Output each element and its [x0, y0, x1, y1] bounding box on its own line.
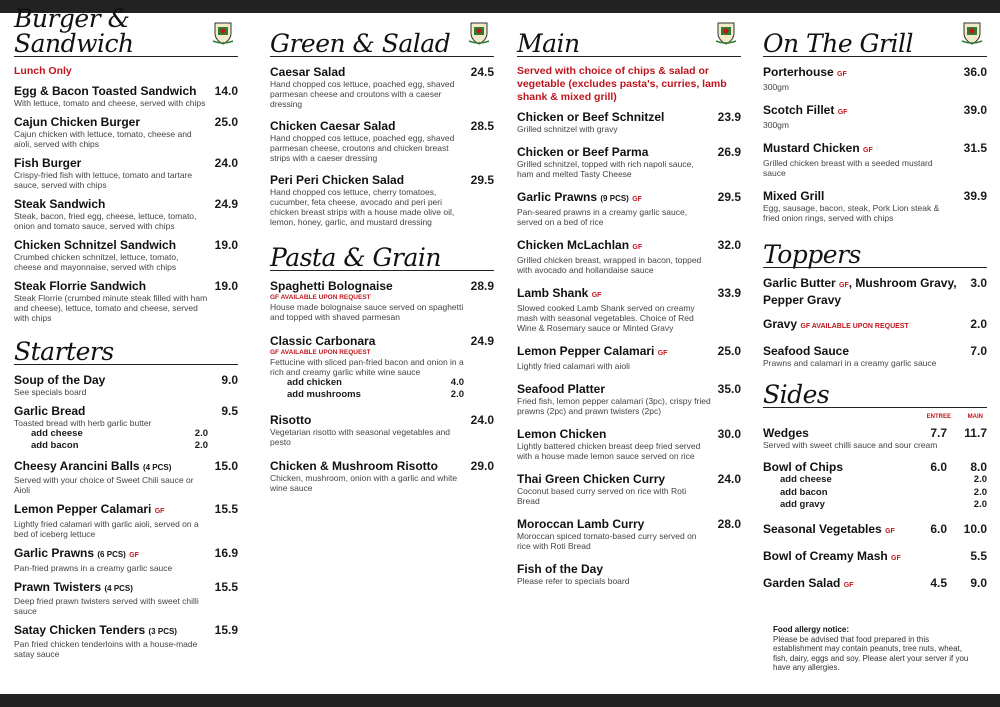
- allergy-text: Please be advised that food prepared in this establishment may contain peanuts, tree nuts, wheat, fish, dairy, eggs and soy. Please alert your server if you have any allergies.: [773, 634, 969, 672]
- item-price: 15.5: [214, 502, 238, 516]
- section-title: Main: [517, 29, 580, 58]
- item-price: 23.9: [717, 110, 741, 124]
- menu-item: [14, 84, 238, 108]
- menu-item: [14, 502, 238, 539]
- gf-badge: GF: [129, 552, 139, 559]
- item-name: Lamb Shank GF: [517, 286, 602, 300]
- section-header-burger: [14, 4, 238, 58]
- menu-item: [14, 373, 238, 397]
- toppers-item-list: [763, 276, 987, 368]
- item-name: Lemon Pepper Calamari GF: [14, 502, 165, 516]
- item-note: GF AVAILABLE UPON REQUEST: [270, 349, 371, 356]
- item-price: 2.0: [970, 317, 987, 331]
- menu-item: [763, 65, 987, 92]
- gf-badge: GF: [154, 508, 165, 515]
- menu-item: [517, 562, 741, 586]
- entree-price: 6.0: [930, 521, 947, 536]
- menu-item: [14, 404, 238, 452]
- item-desc: Prawns and calamari in a creamy garlic sauce: [763, 358, 937, 368]
- item-name: Steak Sandwich: [14, 197, 106, 211]
- item-price: 19.0: [214, 238, 238, 252]
- menu-item: [763, 141, 987, 178]
- menu-item: [14, 580, 238, 616]
- side-item: [763, 522, 987, 539]
- addon-label: add gravy: [780, 499, 825, 510]
- item-price: 3.0: [970, 276, 987, 290]
- addon-row: [270, 389, 464, 401]
- item-price: 24.0: [214, 156, 238, 170]
- item-desc: Hand chopped cos lettuce, cherry tomatoes, cucumber, feta cheese, avocado and peri peri chicken breast strips with a house made olive oil, lemon, honey, garlic, and mustard dressing: [270, 187, 455, 227]
- item-price: 29.5: [470, 173, 494, 187]
- menu-item: [270, 459, 494, 493]
- item-name: Peri Peri Chicken Salad: [270, 173, 405, 187]
- menu-item: [763, 189, 987, 223]
- gf-badge: GF: [632, 196, 642, 203]
- item-name: Bowl of Chips: [763, 460, 843, 474]
- entree-price: 7.7: [930, 426, 947, 440]
- item-price: 15.9: [214, 623, 238, 637]
- item-price: 16.9: [214, 546, 238, 560]
- section-title: Pasta & Grain: [270, 243, 441, 272]
- main-served-note: Served with choice of chips & salad or vegetable (excludes pasta's, curries, lamb shank & mixed grill): [517, 65, 727, 103]
- item-name: Garlic Butter GF, Mushroom Gravy, Pepper Gravy: [763, 276, 957, 307]
- crest-icon: [961, 21, 983, 45]
- item-desc: Cajun chicken with lettuce, tomato, cheese and aioli, served with chips: [14, 129, 192, 149]
- item-desc: Chicken, mushroom, onion with a garlic and white wine sauce: [270, 473, 458, 493]
- item-name: Classic Carbonara: [270, 334, 376, 348]
- item-name: Chicken Schnitzel Sandwich: [14, 238, 177, 252]
- crest-icon: [715, 21, 737, 45]
- item-name: Mixed Grill: [763, 189, 825, 203]
- item-price: 7.0: [970, 344, 987, 358]
- item-note: GF AVAILABLE UPON REQUEST: [270, 294, 371, 301]
- addon-label: add bacon: [780, 486, 828, 498]
- main-header: MAIN: [967, 414, 983, 420]
- menu-item: [270, 65, 494, 109]
- item-name: Fish of the Day: [517, 562, 604, 576]
- grill-item-list: [763, 65, 987, 223]
- burger-item-list: [14, 84, 238, 323]
- item-name: Chicken McLachlan GF: [517, 238, 643, 252]
- item-desc: Pan fried chicken tenderloins with a house-made satay sauce: [14, 639, 198, 659]
- menu-item: [270, 119, 494, 163]
- item-desc: 300gm: [763, 120, 789, 130]
- addon-price: 2.0: [973, 486, 987, 498]
- item-note: GF AVAILABLE UPON REQUEST: [800, 323, 909, 330]
- main-price: 5.5: [970, 548, 987, 563]
- addon-label: add cheese: [780, 474, 832, 485]
- item-name: Gravy GF AVAILABLE UPON REQUEST: [763, 317, 909, 331]
- pasta-item-list: [270, 279, 494, 493]
- section-title: Toppers: [763, 240, 861, 269]
- side-item: [763, 460, 987, 512]
- crest-icon: [468, 21, 490, 45]
- gf-badge: GF: [863, 147, 873, 154]
- item-price: 15.5: [214, 580, 238, 594]
- section-header-main: [517, 13, 741, 57]
- item-price: 14.0: [214, 84, 238, 98]
- menu-item: [14, 546, 238, 573]
- menu-item: [517, 145, 741, 179]
- item-price: 24.9: [214, 197, 238, 211]
- section-header-sides: [763, 378, 987, 408]
- item-desc: Pan-seared prawns in a creamy garlic sauce, served on a bed of rice: [517, 207, 688, 227]
- item-desc: Fried fish, lemon pepper calamari (3pc), crispy fried prawns (2pc) and prawn twisters (2pc): [517, 396, 711, 416]
- item-name: Satay Chicken Tenders (3 PCS): [14, 623, 177, 637]
- item-name: Garlic Bread: [14, 404, 86, 418]
- item-qty: (4 PCS): [142, 463, 172, 472]
- menu-item: [763, 344, 987, 368]
- item-desc: See specials board: [14, 387, 87, 397]
- section-title: Sides: [763, 380, 830, 409]
- addon-row: [14, 440, 208, 452]
- addon-row: [763, 474, 987, 487]
- menu-item: [14, 459, 238, 495]
- item-desc: Grilled chicken breast with a seeded mustard sauce: [763, 158, 933, 178]
- menu-item: [517, 238, 741, 275]
- menu-item: [14, 238, 238, 272]
- menu-item: [763, 276, 987, 307]
- item-name: Wedges: [763, 426, 809, 440]
- item-desc: Pan-fried prawns in a creamy garlic sauce: [14, 563, 173, 573]
- addon-price: 2.0: [973, 474, 987, 485]
- menu-item: [763, 317, 987, 334]
- item-desc: Steak Florrie (crumbed minute steak filled with ham and cheese), lettuce, tomato and cheese, served with chips: [14, 293, 208, 323]
- item-price: 15.0: [214, 459, 238, 473]
- addon-label: add cheese: [31, 428, 83, 439]
- item-desc: Served with your choice of Sweet Chili sauce or Aioli: [14, 475, 194, 495]
- item-desc: Deep fried prawn twisters served with sweet chilli sauce: [14, 596, 199, 616]
- main-item-list: [517, 110, 741, 586]
- item-name: Steak Florrie Sandwich: [14, 279, 147, 293]
- item-name: Garden Salad GF: [763, 575, 854, 590]
- item-price: 33.9: [717, 286, 741, 300]
- item-desc: House made bolognaise sauce served on spaghetti and topped with shaved parmesan: [270, 302, 464, 322]
- item-desc: Vegetarian risotto with seasonal vegetables and pesto: [270, 427, 451, 447]
- item-price: 35.0: [717, 382, 741, 396]
- item-name: Thai Green Chicken Curry: [517, 472, 666, 486]
- section-title: Starters: [14, 337, 114, 366]
- section-header-grill: [763, 13, 987, 57]
- menu-item: [14, 115, 238, 149]
- menu-item: [270, 413, 494, 447]
- addon-price: 2.0: [194, 428, 208, 439]
- item-name: Spaghetti Bolognaise: [270, 279, 393, 293]
- gf-badge: GF: [839, 282, 849, 289]
- item-desc: Steak, bacon, fried egg, cheese, lettuce, tomato, onion and tomato sauce, served with chips: [14, 211, 197, 231]
- main-price: 10.0: [963, 521, 987, 536]
- item-name: Cajun Chicken Burger: [14, 115, 141, 129]
- section-title: Burger & Sandwich: [14, 4, 134, 58]
- item-desc: Hand chopped cos lettuce, poached egg, shaved parmesan cheese and croutons with a caeser dressing: [270, 79, 455, 109]
- addon-label: add mushrooms: [287, 389, 361, 400]
- item-name: Garlic Prawns (9 PCS) GF: [517, 190, 642, 204]
- item-name: Seafood Sauce: [763, 344, 850, 358]
- gf-badge: GF: [591, 292, 602, 299]
- item-price: 9.5: [221, 404, 238, 418]
- gf-badge: GF: [657, 350, 668, 357]
- item-name: Caesar Salad: [270, 65, 346, 79]
- item-name: Mustard Chicken GF: [763, 141, 873, 155]
- gf-badge: GF: [885, 527, 895, 535]
- main-price: 8.0: [970, 460, 987, 474]
- lunch-only-note: Lunch Only: [14, 65, 72, 77]
- item-desc: 300gm: [763, 82, 789, 92]
- main-price: 9.0: [970, 575, 987, 590]
- allergy-notice: [773, 625, 973, 673]
- item-price: 36.0: [963, 65, 987, 79]
- item-price: 24.5: [470, 65, 494, 79]
- column-grill-toppers-sides: [763, 13, 987, 672]
- item-name: Seasonal Vegetables GF: [763, 521, 895, 536]
- item-qty: (4 PCS): [104, 584, 133, 593]
- item-name: Risotto: [270, 413, 312, 427]
- item-desc: Grilled schnitzel with gravy: [517, 124, 618, 134]
- item-price: 29.5: [717, 190, 741, 204]
- item-name: Cheesy Arancini Balls (4 PCS): [14, 459, 172, 473]
- item-name: Lemon Pepper Calamari GF: [517, 344, 668, 358]
- gf-badge: GF: [843, 581, 854, 589]
- column-salad-pasta: [270, 13, 494, 505]
- item-price: 19.0: [214, 279, 238, 293]
- gf-badge: GF: [891, 554, 901, 562]
- addon-row: [14, 428, 208, 440]
- column-burger-starters: [14, 4, 238, 666]
- item-desc: Egg, sausage, bacon, steak, Pork Lion steak & fried onion rings, served with chips: [763, 203, 940, 223]
- menu-item: [270, 334, 494, 401]
- item-name: Porterhouse GF: [763, 65, 847, 79]
- sides-column-headers: [763, 408, 987, 426]
- menu-item: [517, 190, 741, 227]
- item-price: 24.0: [470, 413, 494, 427]
- item-desc: Lightly fried calamari with garlic aioli, served on a bed of iceberg lettuce: [14, 519, 199, 539]
- item-name: Chicken or Beef Schnitzel: [517, 110, 665, 124]
- item-desc: Grilled schnitzel, topped with rich napoli sauce, ham and melted Tasty Cheese: [517, 159, 694, 179]
- allergy-title: Food allergy notice:: [773, 625, 850, 634]
- section-header-pasta: [270, 237, 494, 271]
- addon-price: 2.0: [194, 440, 208, 451]
- item-name: Fish Burger: [14, 156, 82, 170]
- section-header-salad: [270, 13, 494, 57]
- item-price: 9.0: [221, 373, 238, 387]
- item-desc: Slowed cooked Lamb Shank served on creamy mash with seasonal vegetables. Choice of Red Wine & Rosemary sauce or Minted Gravy: [517, 303, 695, 333]
- menu-item: [270, 173, 494, 227]
- item-desc: With lettuce, tomato and cheese, served with chips: [14, 98, 206, 108]
- item-desc: Grilled chicken breast, wrapped in bacon, topped with avocado and hollandaise sauce: [517, 255, 702, 275]
- menu-item: [14, 279, 238, 323]
- item-name: Prawn Twisters (4 PCS): [14, 580, 133, 594]
- section-title: On The Grill: [763, 29, 913, 58]
- entree-header: ENTREE: [926, 414, 951, 420]
- item-desc: Lightly fried calamari with aioli: [517, 361, 630, 371]
- side-item: [763, 549, 987, 566]
- item-price: 39.9: [963, 189, 987, 203]
- item-name: Chicken or Beef Parma: [517, 145, 649, 159]
- addon-row: [270, 377, 464, 389]
- item-desc: Fettucine with sliced pan-fried bacon and onion in a rich and creamy garlic white wine sauce: [270, 357, 464, 377]
- menu-item: [270, 279, 494, 322]
- menu-item: [14, 623, 238, 659]
- menu-item: [517, 110, 741, 134]
- item-price: 25.0: [717, 344, 741, 358]
- menu-item: [517, 344, 741, 371]
- menu-item: [14, 197, 238, 231]
- addon-row: [763, 499, 987, 512]
- item-price: 30.0: [717, 427, 741, 441]
- item-name: Bowl of Creamy Mash GF: [763, 548, 901, 563]
- addon-price: 4.0: [450, 377, 464, 388]
- item-price: 28.5: [470, 119, 494, 133]
- section-header-starters: [14, 331, 238, 365]
- item-price: 32.0: [717, 238, 741, 252]
- item-name: Lemon Chicken: [517, 427, 607, 441]
- item-price: 31.5: [963, 141, 987, 155]
- entree-price: 6.0: [930, 460, 947, 474]
- gf-badge: GF: [837, 109, 848, 116]
- item-desc: Crispy-fried fish with lettuce, tomato and tartare sauce, served with chips: [14, 170, 193, 190]
- bottom-bar: [0, 694, 1000, 707]
- starters-item-list: [14, 373, 238, 659]
- item-name: Moroccan Lamb Curry: [517, 517, 645, 531]
- menu-item: [517, 427, 741, 461]
- item-desc: Crumbed chicken schnitzel, lettuce, tomato, cheese and mayonnaise, served with chips: [14, 252, 179, 272]
- item-desc: Toasted bread with herb garlic butter: [14, 418, 152, 428]
- menu-item: [517, 517, 741, 551]
- menu-item: [517, 286, 741, 333]
- item-desc: Coconut based curry served on rice with Roti Bread: [517, 486, 687, 506]
- gf-badge: GF: [632, 244, 643, 251]
- gf-badge: GF: [837, 71, 847, 78]
- item-price: 25.0: [214, 115, 238, 129]
- item-desc: Hand chopped cos lettuce, poached egg, shaved parmesan cheese, croutons and chicken breast strips with a caeser dressing: [270, 133, 455, 163]
- menu-item: [14, 156, 238, 190]
- side-item: [763, 576, 987, 593]
- section-header-toppers: [763, 234, 987, 268]
- item-desc: Lightly battered chicken breast deep fried served with a house made lemon sauce served on rice: [517, 441, 701, 461]
- entree-price: 4.5: [930, 575, 947, 590]
- item-qty: (6 PCS): [97, 550, 126, 559]
- item-desc: Please refer to specials board: [517, 576, 630, 586]
- addon-price: 2.0: [973, 499, 987, 510]
- addon-price: 2.0: [450, 389, 464, 400]
- item-qty: (9 PCS): [600, 194, 629, 203]
- menu-item: [763, 103, 987, 130]
- item-qty: (3 PCS): [148, 627, 177, 636]
- menu-item: [517, 472, 741, 506]
- item-price: 39.0: [963, 103, 987, 117]
- item-price: 24.9: [470, 334, 494, 348]
- addon-label: add chicken: [287, 377, 342, 388]
- salad-item-list: [270, 65, 494, 227]
- menu-item: [517, 382, 741, 416]
- item-price: 26.9: [717, 145, 741, 159]
- main-price: 11.7: [964, 426, 987, 440]
- sides-item-list: [763, 426, 987, 593]
- crest-icon: [212, 21, 234, 45]
- addon-row: [763, 487, 987, 500]
- item-price: 28.9: [470, 279, 494, 293]
- item-name: Scotch Fillet GF: [763, 103, 848, 117]
- item-price: 28.0: [717, 517, 741, 531]
- item-price: 24.0: [717, 472, 741, 486]
- item-name: Chicken Caesar Salad: [270, 119, 396, 133]
- item-name: Garlic Prawns (6 PCS) GF: [14, 546, 139, 560]
- item-name: Chicken & Mushroom Risotto: [270, 459, 439, 473]
- item-desc: Served with sweet chilli sauce and sour cream: [763, 440, 938, 450]
- side-item: [763, 426, 987, 450]
- item-name: Egg & Bacon Toasted Sandwich: [14, 84, 197, 98]
- item-desc: Moroccan spiced tomato-based curry served on rice with Roti Bread: [517, 531, 697, 551]
- column-main: [517, 13, 741, 597]
- item-name: Seafood Platter: [517, 382, 606, 396]
- addon-label: add bacon: [31, 440, 79, 451]
- item-price: 29.0: [470, 459, 494, 473]
- item-name: Soup of the Day: [14, 373, 106, 387]
- section-title: Green & Salad: [270, 29, 451, 58]
